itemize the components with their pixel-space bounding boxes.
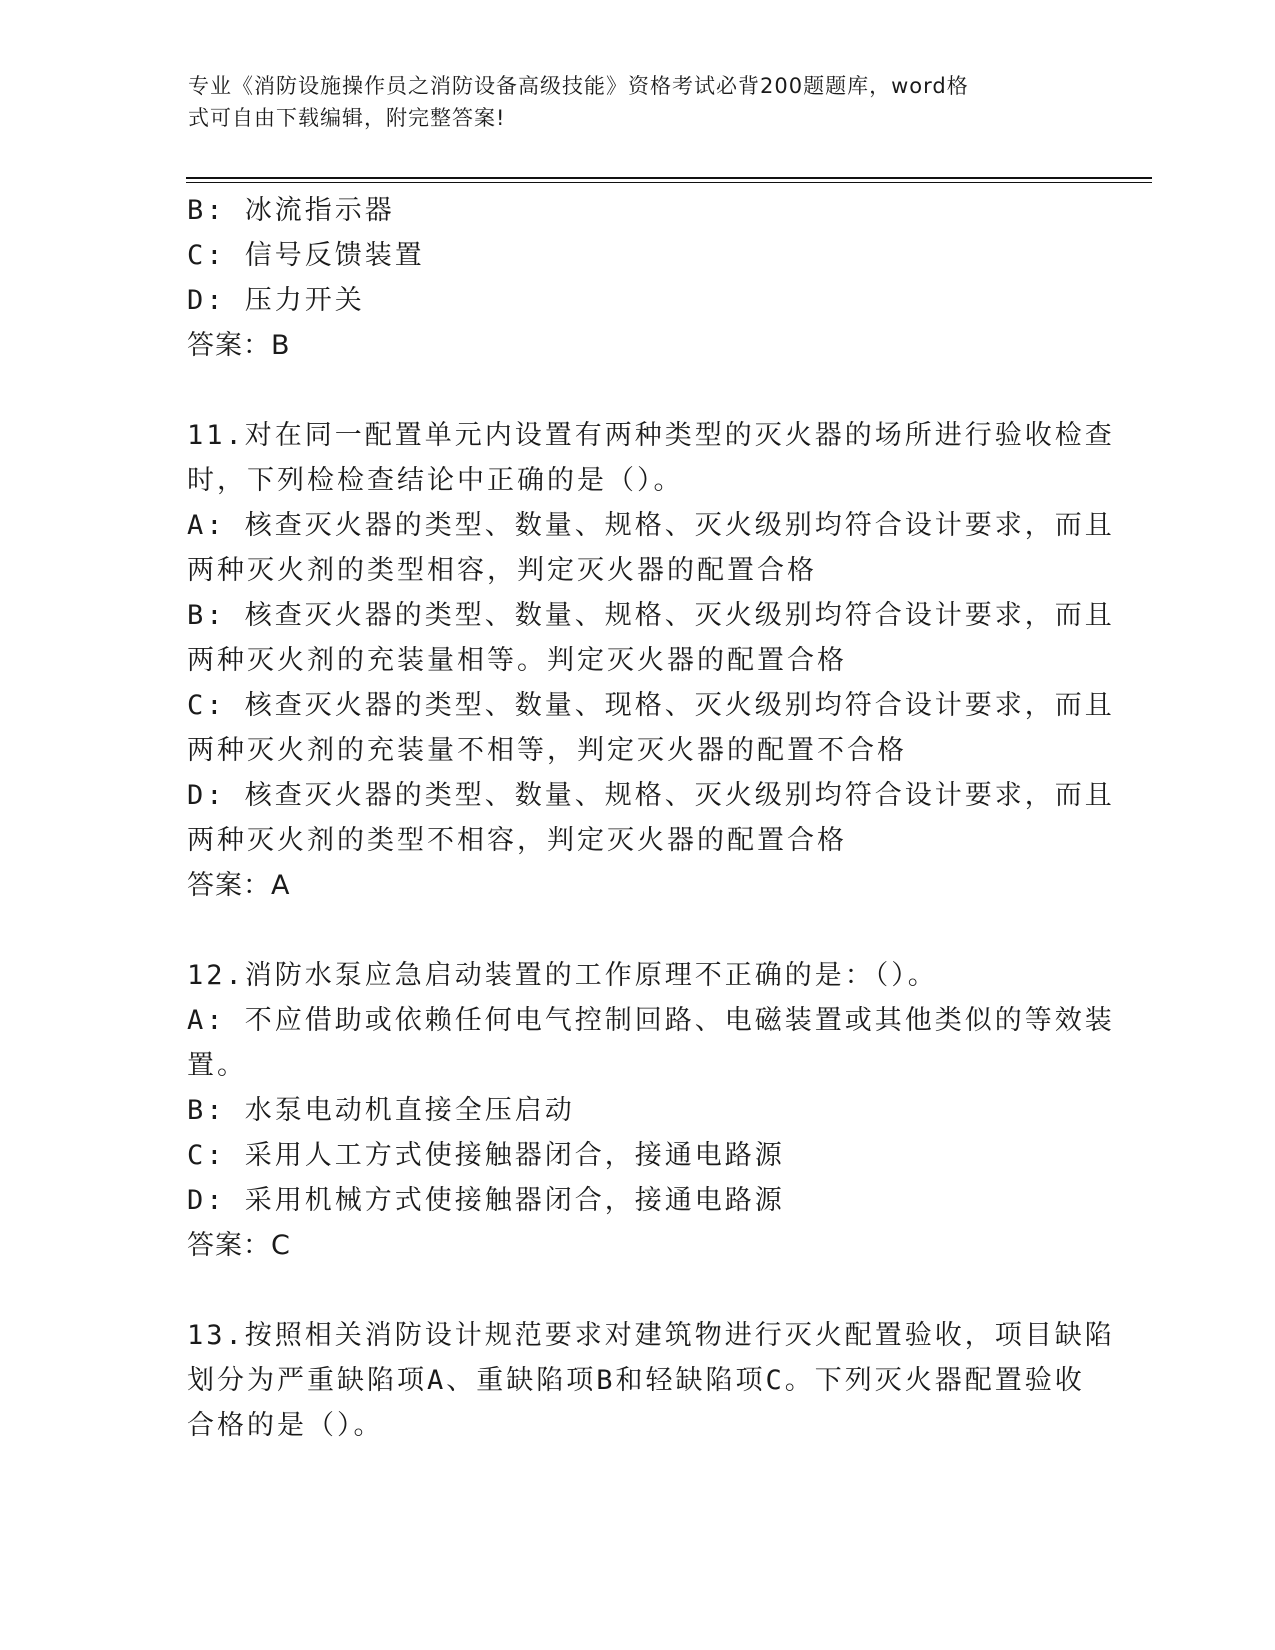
- question-content: [187, 188, 1115, 1448]
- question-stem: 合格的是（）。: [187, 1410, 384, 1441]
- question-12: [187, 953, 1115, 1268]
- header-rule-thin: [186, 182, 1152, 183]
- option-d: D: 压力开关: [187, 285, 365, 316]
- document-header: [188, 70, 1068, 134]
- option-b-cont: 两种灭火剂的充装量相等。判定灭火器的配置合格: [187, 645, 847, 676]
- option-b: B: 冰流指示器: [187, 195, 395, 226]
- option-a: A: 不应借助或依赖任何电气控制回路、电磁装置或其他类似的等效装: [187, 1005, 1115, 1036]
- question-stem: 时，下列检检查结论中正确的是（）。: [187, 465, 684, 496]
- option-b: B: 核查灭火器的类型、数量、规格、灭火级别均符合设计要求，而且: [187, 600, 1115, 631]
- question-11: [187, 413, 1115, 908]
- option-c: C: 信号反馈装置: [187, 240, 425, 271]
- option-c: C: 采用人工方式使接触器闭合，接通电路源: [187, 1140, 785, 1171]
- header-line-1: 专业《消防设施操作员之消防设备高级技能》资格考试必背200题题库，word格: [188, 74, 969, 98]
- answer-line: 答案：C: [187, 1230, 291, 1261]
- option-a-cont: 置。: [187, 1050, 247, 1081]
- question-stem: 12.消防水泵应急启动装置的工作原理不正确的是：（）。: [187, 960, 938, 991]
- option-a-cont: 两种灭火剂的类型相容，判定灭火器的配置合格: [187, 555, 817, 586]
- question-13: [187, 1313, 1115, 1448]
- option-c: C: 核查灭火器的类型、数量、现格、灭火级别均符合设计要求，而且: [187, 690, 1115, 721]
- question-stem: 13.按照相关消防设计规范要求对建筑物进行灭火配置验收，项目缺陷: [187, 1320, 1115, 1351]
- header-rule-thick: [186, 177, 1152, 179]
- question-stem: 11.对在同一配置单元内设置有两种类型的灭火器的场所进行验收检查: [187, 420, 1115, 451]
- question-10: [187, 188, 1087, 368]
- option-c-cont: 两种灭火剂的充装量不相等，判定灭火器的配置不合格: [187, 735, 907, 766]
- option-d-cont: 两种灭火剂的类型不相容，判定灭火器的配置合格: [187, 825, 847, 856]
- question-stem: 划分为严重缺陷项A、重缺陷项B和轻缺陷项C。下列灭火器配置验收: [187, 1365, 1085, 1396]
- option-a: A: 核查灭火器的类型、数量、规格、灭火级别均符合设计要求，而且: [187, 510, 1115, 541]
- option-d: D: 采用机械方式使接触器闭合，接通电路源: [187, 1185, 785, 1216]
- option-b: B: 水泵电动机直接全压启动: [187, 1095, 575, 1126]
- header-line-2: 式可自由下载编辑，附完整答案!: [188, 106, 506, 130]
- answer-line: 答案：B: [187, 330, 291, 361]
- answer-line: 答案：A: [187, 870, 291, 901]
- option-d: D: 核查灭火器的类型、数量、规格、灭火级别均符合设计要求，而且: [187, 780, 1115, 811]
